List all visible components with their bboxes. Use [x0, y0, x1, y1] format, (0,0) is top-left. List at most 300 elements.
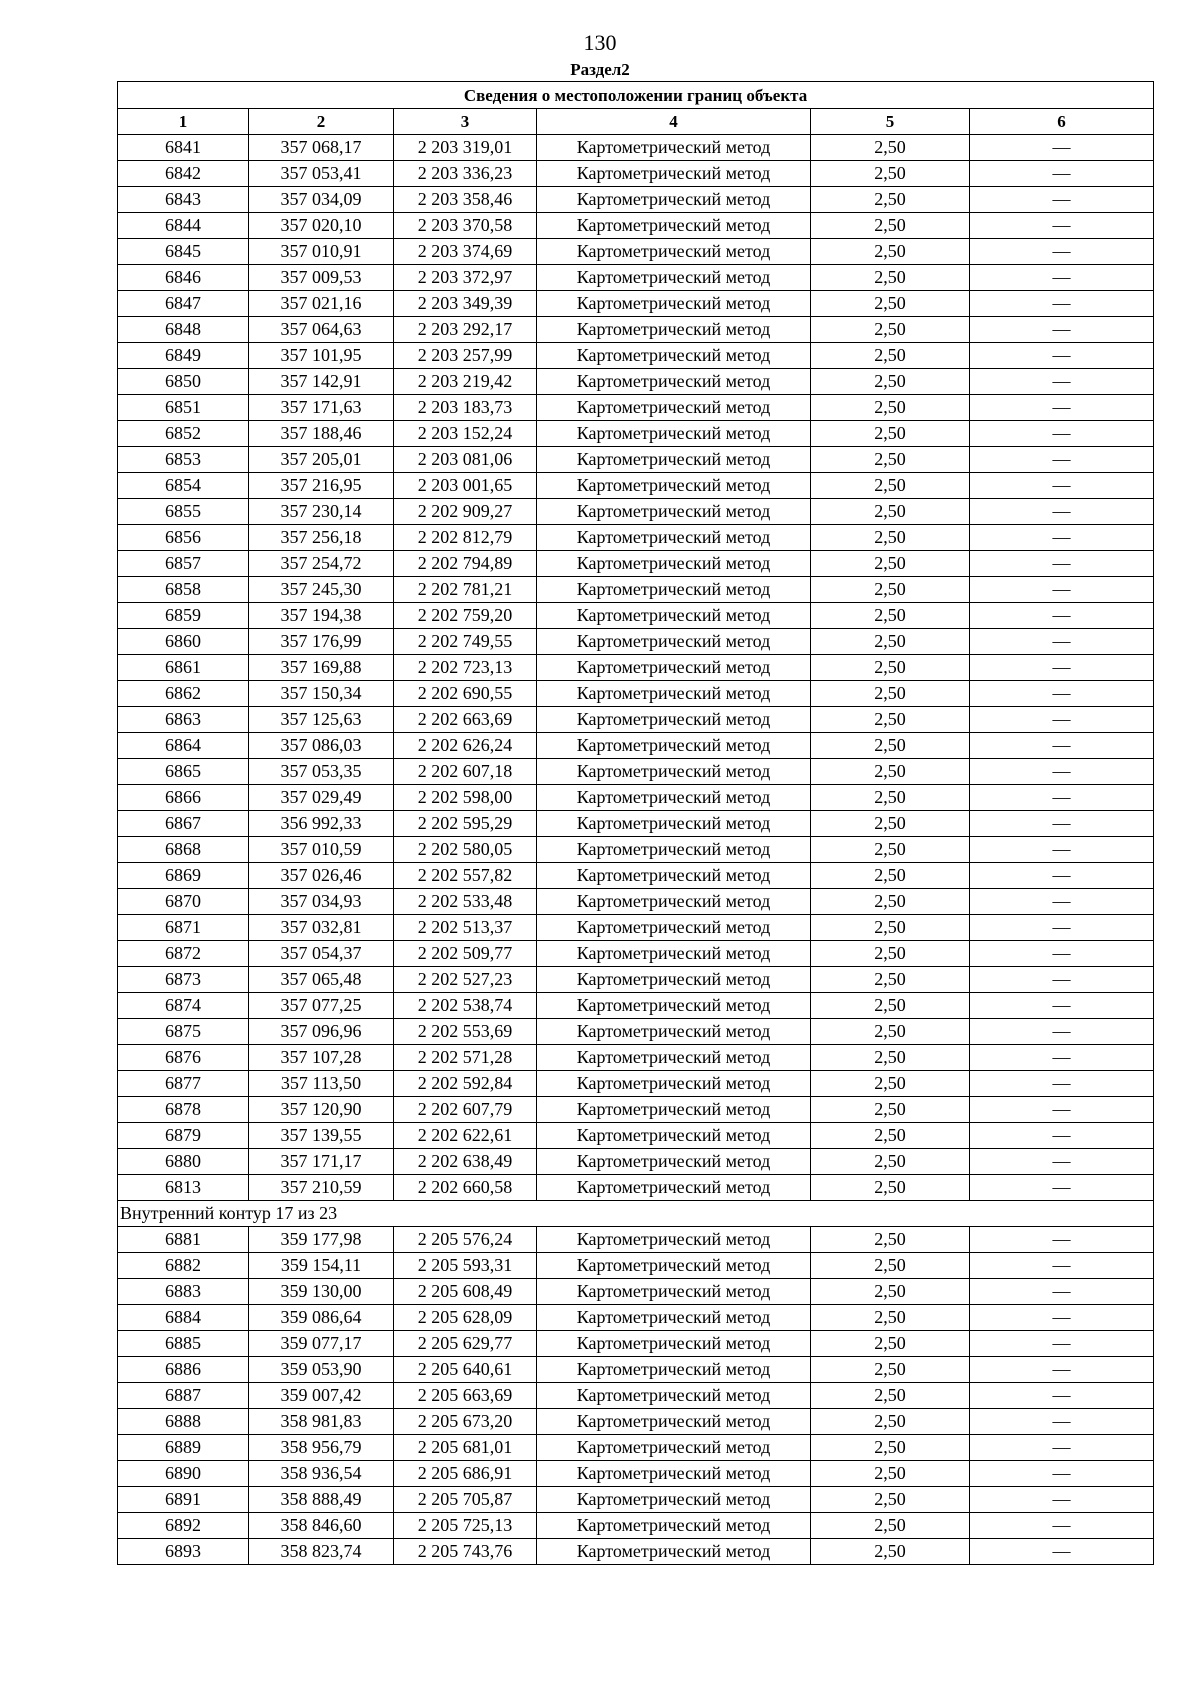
- coord-x-cell: 357 210,59: [249, 1175, 394, 1201]
- accuracy-cell: 2,50: [811, 1435, 970, 1461]
- method-cell: Картометрический метод: [537, 1305, 811, 1331]
- point-number-cell: 6870: [118, 889, 249, 915]
- method-cell: Картометрический метод: [537, 369, 811, 395]
- coord-x-cell: 357 020,10: [249, 213, 394, 239]
- table-row: [118, 681, 1154, 707]
- coord-x-cell: 357 176,99: [249, 629, 394, 655]
- table-row: [118, 317, 1154, 343]
- coord-x-cell: 359 007,42: [249, 1383, 394, 1409]
- coord-x-cell: 358 956,79: [249, 1435, 394, 1461]
- table-row: [118, 811, 1154, 837]
- coord-x-cell: 357 034,09: [249, 187, 394, 213]
- table-row: [118, 889, 1154, 915]
- accuracy-cell: 2,50: [811, 967, 970, 993]
- table-row: [118, 629, 1154, 655]
- accuracy-cell: 2,50: [811, 343, 970, 369]
- coord-x-cell: 357 021,16: [249, 291, 394, 317]
- description-cell: —: [970, 1409, 1154, 1435]
- coord-y-cell: 2 202 580,05: [394, 837, 537, 863]
- method-cell: Картометрический метод: [537, 629, 811, 655]
- accuracy-cell: 2,50: [811, 1279, 970, 1305]
- point-number-cell: 6857: [118, 551, 249, 577]
- table-row: [118, 1175, 1154, 1201]
- method-cell: Картометрический метод: [537, 603, 811, 629]
- coord-x-cell: 357 171,17: [249, 1149, 394, 1175]
- table-row: [118, 707, 1154, 733]
- accuracy-cell: 2,50: [811, 213, 970, 239]
- method-cell: Картометрический метод: [537, 1487, 811, 1513]
- coord-y-cell: 2 202 690,55: [394, 681, 537, 707]
- method-cell: Картометрический метод: [537, 1409, 811, 1435]
- column-number: 3: [394, 109, 537, 135]
- table-row: [118, 759, 1154, 785]
- table-row: [118, 785, 1154, 811]
- description-cell: —: [970, 1071, 1154, 1097]
- coord-x-cell: 358 846,60: [249, 1513, 394, 1539]
- accuracy-cell: 2,50: [811, 577, 970, 603]
- method-cell: Картометрический метод: [537, 1149, 811, 1175]
- method-cell: Картометрический метод: [537, 655, 811, 681]
- accuracy-cell: 2,50: [811, 1383, 970, 1409]
- method-cell: Картометрический метод: [537, 967, 811, 993]
- method-cell: Картометрический метод: [537, 525, 811, 551]
- point-number-cell: 6874: [118, 993, 249, 1019]
- point-number-cell: 6883: [118, 1279, 249, 1305]
- accuracy-cell: 2,50: [811, 1487, 970, 1513]
- boundary-coordinates-table: [117, 81, 1154, 1565]
- coord-y-cell: 2 205 629,77: [394, 1331, 537, 1357]
- table-row: [118, 187, 1154, 213]
- point-number-cell: 6854: [118, 473, 249, 499]
- point-number-cell: 6841: [118, 135, 249, 161]
- method-cell: Картометрический метод: [537, 811, 811, 837]
- coord-y-cell: 2 203 219,42: [394, 369, 537, 395]
- coord-x-cell: 357 230,14: [249, 499, 394, 525]
- coord-y-cell: 2 202 592,84: [394, 1071, 537, 1097]
- method-cell: Картометрический метод: [537, 135, 811, 161]
- point-number-cell: 6878: [118, 1097, 249, 1123]
- description-cell: —: [970, 213, 1154, 239]
- accuracy-cell: 2,50: [811, 395, 970, 421]
- coord-y-cell: 2 203 081,06: [394, 447, 537, 473]
- method-cell: Картометрический метод: [537, 1019, 811, 1045]
- description-cell: —: [970, 473, 1154, 499]
- point-number-cell: 6861: [118, 655, 249, 681]
- coord-x-cell: 357 068,17: [249, 135, 394, 161]
- coord-x-cell: 357 188,46: [249, 421, 394, 447]
- description-cell: —: [970, 395, 1154, 421]
- table-row: [118, 239, 1154, 265]
- accuracy-cell: 2,50: [811, 1305, 970, 1331]
- coord-x-cell: 357 077,25: [249, 993, 394, 1019]
- method-cell: Картометрический метод: [537, 343, 811, 369]
- accuracy-cell: 2,50: [811, 525, 970, 551]
- point-number-cell: 6884: [118, 1305, 249, 1331]
- table-row: [118, 499, 1154, 525]
- table-row: [118, 395, 1154, 421]
- coord-x-cell: 357 053,41: [249, 161, 394, 187]
- point-number-cell: 6843: [118, 187, 249, 213]
- table-row: [118, 161, 1154, 187]
- table-row: [118, 655, 1154, 681]
- method-cell: Картометрический метод: [537, 733, 811, 759]
- point-number-cell: 6865: [118, 759, 249, 785]
- coord-y-cell: 2 205 628,09: [394, 1305, 537, 1331]
- column-number: 2: [249, 109, 394, 135]
- method-cell: Картометрический метод: [537, 1279, 811, 1305]
- description-cell: —: [970, 1045, 1154, 1071]
- table-row: [118, 135, 1154, 161]
- point-number-cell: 6880: [118, 1149, 249, 1175]
- coord-y-cell: 2 203 370,58: [394, 213, 537, 239]
- description-cell: —: [970, 161, 1154, 187]
- table-row: [118, 1097, 1154, 1123]
- coord-y-cell: 2 203 372,97: [394, 265, 537, 291]
- method-cell: Картометрический метод: [537, 1227, 811, 1253]
- section-title: Раздел2: [570, 60, 630, 79]
- table-row: [118, 1461, 1154, 1487]
- method-cell: Картометрический метод: [537, 1331, 811, 1357]
- description-cell: —: [970, 707, 1154, 733]
- accuracy-cell: 2,50: [811, 811, 970, 837]
- table-row: [118, 1045, 1154, 1071]
- description-cell: —: [970, 1175, 1154, 1201]
- coord-y-cell: 2 202 571,28: [394, 1045, 537, 1071]
- table-row: [118, 863, 1154, 889]
- coord-x-cell: 357 065,48: [249, 967, 394, 993]
- description-cell: —: [970, 343, 1154, 369]
- accuracy-cell: 2,50: [811, 1539, 970, 1565]
- method-cell: Картометрический метод: [537, 1071, 811, 1097]
- point-number-cell: 6886: [118, 1357, 249, 1383]
- description-cell: —: [970, 733, 1154, 759]
- description-cell: —: [970, 447, 1154, 473]
- contour-label: Внутренний контур 17 из 23: [118, 1201, 1154, 1227]
- point-number-cell: 6847: [118, 291, 249, 317]
- coord-x-cell: 357 216,95: [249, 473, 394, 499]
- table-row: [118, 1383, 1154, 1409]
- column-number-row: [118, 109, 1154, 135]
- coord-y-cell: 2 203 358,46: [394, 187, 537, 213]
- method-cell: Картометрический метод: [537, 1539, 811, 1565]
- accuracy-cell: 2,50: [811, 941, 970, 967]
- coord-y-cell: 2 202 749,55: [394, 629, 537, 655]
- table-row: [118, 421, 1154, 447]
- coord-y-cell: 2 202 553,69: [394, 1019, 537, 1045]
- coord-y-cell: 2 202 509,77: [394, 941, 537, 967]
- coord-x-cell: 358 888,49: [249, 1487, 394, 1513]
- method-cell: Картометрический метод: [537, 837, 811, 863]
- table-row: [118, 343, 1154, 369]
- point-number-cell: 6873: [118, 967, 249, 993]
- method-cell: Картометрический метод: [537, 499, 811, 525]
- coord-x-cell: 357 113,50: [249, 1071, 394, 1097]
- coord-y-cell: 2 203 374,69: [394, 239, 537, 265]
- description-cell: —: [970, 785, 1154, 811]
- coord-y-cell: 2 202 794,89: [394, 551, 537, 577]
- table-row: [118, 603, 1154, 629]
- accuracy-cell: 2,50: [811, 1175, 970, 1201]
- coord-y-cell: 2 202 812,79: [394, 525, 537, 551]
- coord-y-cell: 2 205 725,13: [394, 1513, 537, 1539]
- accuracy-cell: 2,50: [811, 655, 970, 681]
- accuracy-cell: 2,50: [811, 161, 970, 187]
- method-cell: Картометрический метод: [537, 1175, 811, 1201]
- coord-y-cell: 2 202 538,74: [394, 993, 537, 1019]
- method-cell: Картометрический метод: [537, 213, 811, 239]
- accuracy-cell: 2,50: [811, 291, 970, 317]
- coord-x-cell: 359 053,90: [249, 1357, 394, 1383]
- point-number-cell: 6866: [118, 785, 249, 811]
- description-cell: —: [970, 1331, 1154, 1357]
- point-number-cell: 6855: [118, 499, 249, 525]
- method-cell: Картометрический метод: [537, 681, 811, 707]
- description-cell: —: [970, 187, 1154, 213]
- description-cell: —: [970, 1383, 1154, 1409]
- method-cell: Картометрический метод: [537, 941, 811, 967]
- table-row: [118, 447, 1154, 473]
- coord-y-cell: 2 202 595,29: [394, 811, 537, 837]
- coord-y-cell: 2 205 663,69: [394, 1383, 537, 1409]
- method-cell: Картометрический метод: [537, 421, 811, 447]
- method-cell: Картометрический метод: [537, 863, 811, 889]
- coord-y-cell: 2 202 909,27: [394, 499, 537, 525]
- coord-y-cell: 2 202 626,24: [394, 733, 537, 759]
- coord-x-cell: 357 010,59: [249, 837, 394, 863]
- description-cell: —: [970, 681, 1154, 707]
- table-row: [118, 1409, 1154, 1435]
- accuracy-cell: 2,50: [811, 317, 970, 343]
- description-cell: —: [970, 1305, 1154, 1331]
- method-cell: Картометрический метод: [537, 1435, 811, 1461]
- coord-y-cell: 2 202 513,37: [394, 915, 537, 941]
- accuracy-cell: 2,50: [811, 603, 970, 629]
- coord-y-cell: 2 203 292,17: [394, 317, 537, 343]
- table-row: [118, 577, 1154, 603]
- accuracy-cell: 2,50: [811, 733, 970, 759]
- method-cell: Картометрический метод: [537, 1045, 811, 1071]
- table-row: [118, 1331, 1154, 1357]
- column-number: 5: [811, 109, 970, 135]
- point-number-cell: 6848: [118, 317, 249, 343]
- coord-y-cell: 2 202 723,13: [394, 655, 537, 681]
- point-number-cell: 6845: [118, 239, 249, 265]
- accuracy-cell: 2,50: [811, 629, 970, 655]
- method-cell: Картометрический метод: [537, 1097, 811, 1123]
- point-number-cell: 6892: [118, 1513, 249, 1539]
- description-cell: —: [970, 629, 1154, 655]
- coord-y-cell: 2 202 759,20: [394, 603, 537, 629]
- point-number-cell: 6853: [118, 447, 249, 473]
- description-cell: —: [970, 655, 1154, 681]
- table-row: [118, 1305, 1154, 1331]
- description-cell: —: [970, 551, 1154, 577]
- point-number-cell: 6850: [118, 369, 249, 395]
- table-row: [118, 1123, 1154, 1149]
- coord-y-cell: 2 203 152,24: [394, 421, 537, 447]
- coord-x-cell: 357 101,95: [249, 343, 394, 369]
- description-cell: —: [970, 577, 1154, 603]
- table-row: [118, 1149, 1154, 1175]
- accuracy-cell: 2,50: [811, 1071, 970, 1097]
- coord-x-cell: 359 177,98: [249, 1227, 394, 1253]
- description-cell: —: [970, 1435, 1154, 1461]
- method-cell: Картометрический метод: [537, 915, 811, 941]
- accuracy-cell: 2,50: [811, 551, 970, 577]
- description-cell: —: [970, 1227, 1154, 1253]
- coord-x-cell: 359 154,11: [249, 1253, 394, 1279]
- coord-y-cell: 2 205 673,20: [394, 1409, 537, 1435]
- table-row: [118, 993, 1154, 1019]
- description-cell: —: [970, 317, 1154, 343]
- coord-x-cell: 357 125,63: [249, 707, 394, 733]
- accuracy-cell: 2,50: [811, 1409, 970, 1435]
- coord-x-cell: 357 026,46: [249, 863, 394, 889]
- coord-x-cell: 359 086,64: [249, 1305, 394, 1331]
- table-row: [118, 1279, 1154, 1305]
- accuracy-cell: 2,50: [811, 759, 970, 785]
- method-cell: Картометрический метод: [537, 473, 811, 499]
- method-cell: Картометрический метод: [537, 785, 811, 811]
- coord-x-cell: 357 086,03: [249, 733, 394, 759]
- point-number-cell: 6860: [118, 629, 249, 655]
- method-cell: Картометрический метод: [537, 707, 811, 733]
- method-cell: Картометрический метод: [537, 1357, 811, 1383]
- table-row: [118, 1253, 1154, 1279]
- coord-y-cell: 2 202 557,82: [394, 863, 537, 889]
- table-row: [118, 1019, 1154, 1045]
- point-number-cell: 6862: [118, 681, 249, 707]
- accuracy-cell: 2,50: [811, 1357, 970, 1383]
- point-number-cell: 6890: [118, 1461, 249, 1487]
- table-row: [118, 291, 1154, 317]
- coord-x-cell: 359 130,00: [249, 1279, 394, 1305]
- accuracy-cell: 2,50: [811, 135, 970, 161]
- description-cell: —: [970, 1357, 1154, 1383]
- point-number-cell: 6882: [118, 1253, 249, 1279]
- point-number-cell: 6881: [118, 1227, 249, 1253]
- method-cell: Картометрический метод: [537, 239, 811, 265]
- point-number-cell: 6877: [118, 1071, 249, 1097]
- point-number-cell: 6885: [118, 1331, 249, 1357]
- coord-y-cell: 2 203 257,99: [394, 343, 537, 369]
- point-number-cell: 6868: [118, 837, 249, 863]
- coord-x-cell: 356 992,33: [249, 811, 394, 837]
- method-cell: Картометрический метод: [537, 577, 811, 603]
- point-number-cell: 6856: [118, 525, 249, 551]
- point-number-cell: 6859: [118, 603, 249, 629]
- point-number-cell: 6842: [118, 161, 249, 187]
- point-number-cell: 6887: [118, 1383, 249, 1409]
- coord-x-cell: 357 009,53: [249, 265, 394, 291]
- table-row: [118, 1435, 1154, 1461]
- coord-y-cell: 2 203 183,73: [394, 395, 537, 421]
- table-row: [118, 473, 1154, 499]
- contour-header-row: [118, 1201, 1154, 1227]
- point-number-cell: 6869: [118, 863, 249, 889]
- coord-x-cell: 357 245,30: [249, 577, 394, 603]
- page-number: 130: [583, 30, 617, 55]
- column-number: 1: [118, 109, 249, 135]
- point-number-cell: 6813: [118, 1175, 249, 1201]
- table-row: [118, 915, 1154, 941]
- accuracy-cell: 2,50: [811, 1149, 970, 1175]
- table-row: [118, 551, 1154, 577]
- coord-x-cell: 357 171,63: [249, 395, 394, 421]
- method-cell: Картометрический метод: [537, 993, 811, 1019]
- accuracy-cell: 2,50: [811, 785, 970, 811]
- table-row: [118, 1071, 1154, 1097]
- point-number-cell: 6875: [118, 1019, 249, 1045]
- coord-y-cell: 2 202 660,58: [394, 1175, 537, 1201]
- coord-x-cell: 357 064,63: [249, 317, 394, 343]
- description-cell: —: [970, 889, 1154, 915]
- table-caption-row: [118, 82, 1154, 109]
- description-cell: —: [970, 941, 1154, 967]
- accuracy-cell: 2,50: [811, 1461, 970, 1487]
- coord-x-cell: 357 054,37: [249, 941, 394, 967]
- coord-x-cell: 358 936,54: [249, 1461, 394, 1487]
- description-cell: —: [970, 1097, 1154, 1123]
- method-cell: Картометрический метод: [537, 1461, 811, 1487]
- description-cell: —: [970, 811, 1154, 837]
- description-cell: —: [970, 603, 1154, 629]
- method-cell: Картометрический метод: [537, 551, 811, 577]
- point-number-cell: 6879: [118, 1123, 249, 1149]
- table-body: [118, 82, 1154, 1565]
- coord-y-cell: 2 203 001,65: [394, 473, 537, 499]
- table-row: [118, 733, 1154, 759]
- coord-x-cell: 357 120,90: [249, 1097, 394, 1123]
- description-cell: —: [970, 1149, 1154, 1175]
- description-cell: —: [970, 759, 1154, 785]
- accuracy-cell: 2,50: [811, 1513, 970, 1539]
- coord-y-cell: 2 205 705,87: [394, 1487, 537, 1513]
- method-cell: Картометрический метод: [537, 1253, 811, 1279]
- table-row: [118, 967, 1154, 993]
- coord-x-cell: 357 107,28: [249, 1045, 394, 1071]
- point-number-cell: 6858: [118, 577, 249, 603]
- table-row: [118, 1513, 1154, 1539]
- table-row: [118, 213, 1154, 239]
- coord-x-cell: 357 010,91: [249, 239, 394, 265]
- description-cell: —: [970, 265, 1154, 291]
- description-cell: —: [970, 993, 1154, 1019]
- coord-y-cell: 2 205 576,24: [394, 1227, 537, 1253]
- coord-y-cell: 2 205 640,61: [394, 1357, 537, 1383]
- coord-x-cell: 358 981,83: [249, 1409, 394, 1435]
- description-cell: —: [970, 1019, 1154, 1045]
- table-row: [118, 837, 1154, 863]
- accuracy-cell: 2,50: [811, 1045, 970, 1071]
- point-number-cell: 6893: [118, 1539, 249, 1565]
- coord-x-cell: 357 150,34: [249, 681, 394, 707]
- method-cell: Картометрический метод: [537, 317, 811, 343]
- accuracy-cell: 2,50: [811, 681, 970, 707]
- point-number-cell: 6844: [118, 213, 249, 239]
- coord-y-cell: 2 202 533,48: [394, 889, 537, 915]
- column-number: 4: [537, 109, 811, 135]
- accuracy-cell: 2,50: [811, 499, 970, 525]
- table-row: [118, 525, 1154, 551]
- method-cell: Картометрический метод: [537, 1123, 811, 1149]
- accuracy-cell: 2,50: [811, 239, 970, 265]
- coord-x-cell: 357 053,35: [249, 759, 394, 785]
- accuracy-cell: 2,50: [811, 863, 970, 889]
- table-row: [118, 1357, 1154, 1383]
- coord-y-cell: 2 205 593,31: [394, 1253, 537, 1279]
- point-number-cell: 6888: [118, 1409, 249, 1435]
